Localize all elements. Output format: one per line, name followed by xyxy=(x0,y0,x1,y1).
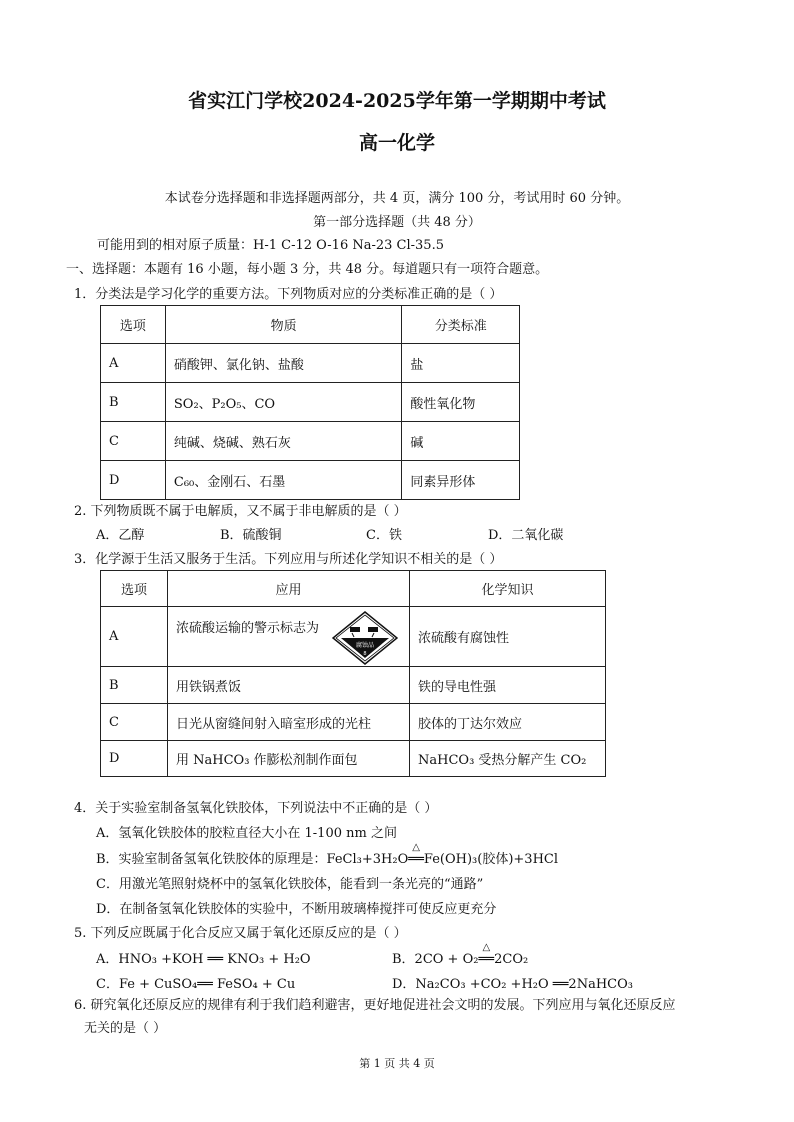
standard-cell: 同素异形体 xyxy=(402,461,520,500)
knowledge-cell: 浓硫酸有腐蚀性 xyxy=(410,607,606,667)
part-heading: 第一部分选择题（共 48 分） xyxy=(313,215,481,230)
option-cell: C xyxy=(101,704,168,741)
table-header-row xyxy=(101,571,606,607)
table-row xyxy=(101,461,520,500)
table-header-row xyxy=(101,306,520,344)
table-header-cell: 选项 xyxy=(101,306,166,344)
equals-arrow: ══ xyxy=(408,852,424,867)
corrosive-hazard-icon xyxy=(332,611,398,665)
question-5-option-b xyxy=(392,942,529,967)
question-2-option-d: D．二氧化碳 xyxy=(488,528,564,543)
atomic-masses: 可能用到的相对原子质量：H-1 C-12 O-16 Na-23 Cl-35.5 xyxy=(97,238,444,253)
application-cell: 用 NaHCO₃ 作膨松剂制作面包 xyxy=(168,741,410,777)
question-5-stem: 5. 下列反应既属于化合反应又属于氧化还原反应的是（ ） xyxy=(74,926,407,941)
table-row xyxy=(101,741,606,777)
question-1-stem: 1．分类法是学习化学的重要方法。下列物质对应的分类标准正确的是（ ） xyxy=(74,287,503,302)
question-4-option-a: A．氢氧化铁胶体的胶粒直径大小在 1-100 nm 之间 xyxy=(96,826,397,841)
table-header-cell: 物质 xyxy=(165,306,402,344)
hazard-label: 腐蚀品 xyxy=(355,642,375,649)
question-6-stem-line2: 无关的是（ ） xyxy=(84,1021,167,1036)
question-5-option-a: A．HNO₃ +KOH ══ KNO₃ + H₂O xyxy=(96,952,311,967)
application-cell: 用铁锅煮饭 xyxy=(168,667,410,704)
page-footer: 第 1 页 共 4 页 xyxy=(359,1057,435,1070)
table-row xyxy=(101,422,520,461)
application-text: 浓硫酸运输的警示标志为 xyxy=(176,621,320,636)
substance-cell: C₆₀、金刚石、石墨 xyxy=(165,461,402,500)
exam-title: 省实江门学校2024-2025学年第一学期期中考试 xyxy=(188,90,606,112)
application-cell xyxy=(168,607,410,667)
option-cell: A xyxy=(101,607,168,667)
table-row xyxy=(101,344,520,383)
question-2-option-a: A．乙醇 xyxy=(96,528,145,543)
question-2-stem: 2. 下列物质既不属于电解质，又不属于非电解质的是（ ） xyxy=(74,504,407,519)
heated-equals-sign xyxy=(408,842,424,867)
question-4-option-c: C．用激光笔照射烧杯中的氢氧化铁胶体，能看到一条光亮的“通路” xyxy=(96,877,484,892)
equation-right: 2CO₂ xyxy=(494,952,529,967)
table-header-cell: 应用 xyxy=(168,571,410,607)
standard-cell: 盐 xyxy=(402,344,520,383)
substance-cell: SO₂、P₂O₅、CO xyxy=(165,383,402,422)
equation-left: B．2CO + O₂ xyxy=(392,952,479,967)
standard-cell: 碱 xyxy=(402,422,520,461)
table-row xyxy=(101,667,606,704)
table-row xyxy=(101,607,606,667)
table-row xyxy=(101,704,606,741)
heat-icon: △ xyxy=(482,942,491,953)
hazard-number: 8 xyxy=(363,651,367,657)
question-4-stem: 4．关于实验室制备氢氧化铁胶体，下列说法中不正确的是（ ） xyxy=(74,801,438,816)
option-cell: B xyxy=(101,667,168,704)
heated-equals-sign xyxy=(478,942,495,967)
question-2-option-c: C．铁 xyxy=(366,528,402,543)
heat-icon: △ xyxy=(412,842,420,853)
option-cell: D xyxy=(101,461,166,500)
question-6-stem-line1: 6. 研究氧化还原反应的规律有利于我们趋利避害，更好地促进社会文明的发展。下列应用与氧化还原反应 xyxy=(74,998,676,1013)
question-4-option-b xyxy=(96,842,559,867)
option-cell: C xyxy=(101,422,166,461)
section-heading: 一、选择题：本题有 16 小题，每小题 3 分，共 48 分。每道题只有一项符合题意。 xyxy=(66,262,549,277)
substance-cell: 纯碱、烧碱、熟石灰 xyxy=(165,422,402,461)
equals-arrow: ══ xyxy=(478,952,495,967)
table-header-cell: 分类标准 xyxy=(402,306,520,344)
exam-intro: 本试卷分选择题和非选择题两部分，共 4 页，满分 100 分，考试用时 60 分钟。 xyxy=(164,191,630,206)
option-cell: A xyxy=(101,344,166,383)
table-header-cell: 化学知识 xyxy=(410,571,606,607)
knowledge-cell: 铁的导电性强 xyxy=(410,667,606,704)
table-header-cell: 选项 xyxy=(101,571,168,607)
knowledge-cell: 胶体的丁达尔效应 xyxy=(410,704,606,741)
table-row xyxy=(101,383,520,422)
question-3-table xyxy=(100,570,606,777)
question-5-option-d: D．Na₂CO₃ +CO₂ +H₂O ══2NaHCO₃ xyxy=(392,977,633,992)
option-cell: D xyxy=(101,741,168,777)
standard-cell: 酸性氧化物 xyxy=(402,383,520,422)
equation-right: Fe(OH)₃(胶体)+3HCl xyxy=(423,852,559,867)
question-1-table xyxy=(100,305,520,500)
question-3-stem: 3．化学源于生活又服务于生活。下列应用与所述化学知识不相关的是（ ） xyxy=(74,552,503,567)
application-cell: 日光从窗缝间射入暗室形成的光柱 xyxy=(168,704,410,741)
knowledge-cell: NaHCO₃ 受热分解产生 CO₂ xyxy=(410,741,606,777)
substance-cell: 硝酸钾、氯化钠、盐酸 xyxy=(165,344,402,383)
exam-subject: 高一化学 xyxy=(358,132,435,154)
option-cell: B xyxy=(101,383,166,422)
question-4-option-d: D．在制备氢氧化铁胶体的实验中，不断用玻璃棒搅拌可使反应更充分 xyxy=(96,902,497,917)
question-5-option-c: C．Fe + CuSO₄══ FeSO₄ + Cu xyxy=(96,977,296,992)
equation-left: B．实验室制备氢氧化铁胶体的原理是：FeCl₃+3H₂O xyxy=(96,852,409,867)
question-2-option-b: B．硫酸铜 xyxy=(220,528,282,543)
